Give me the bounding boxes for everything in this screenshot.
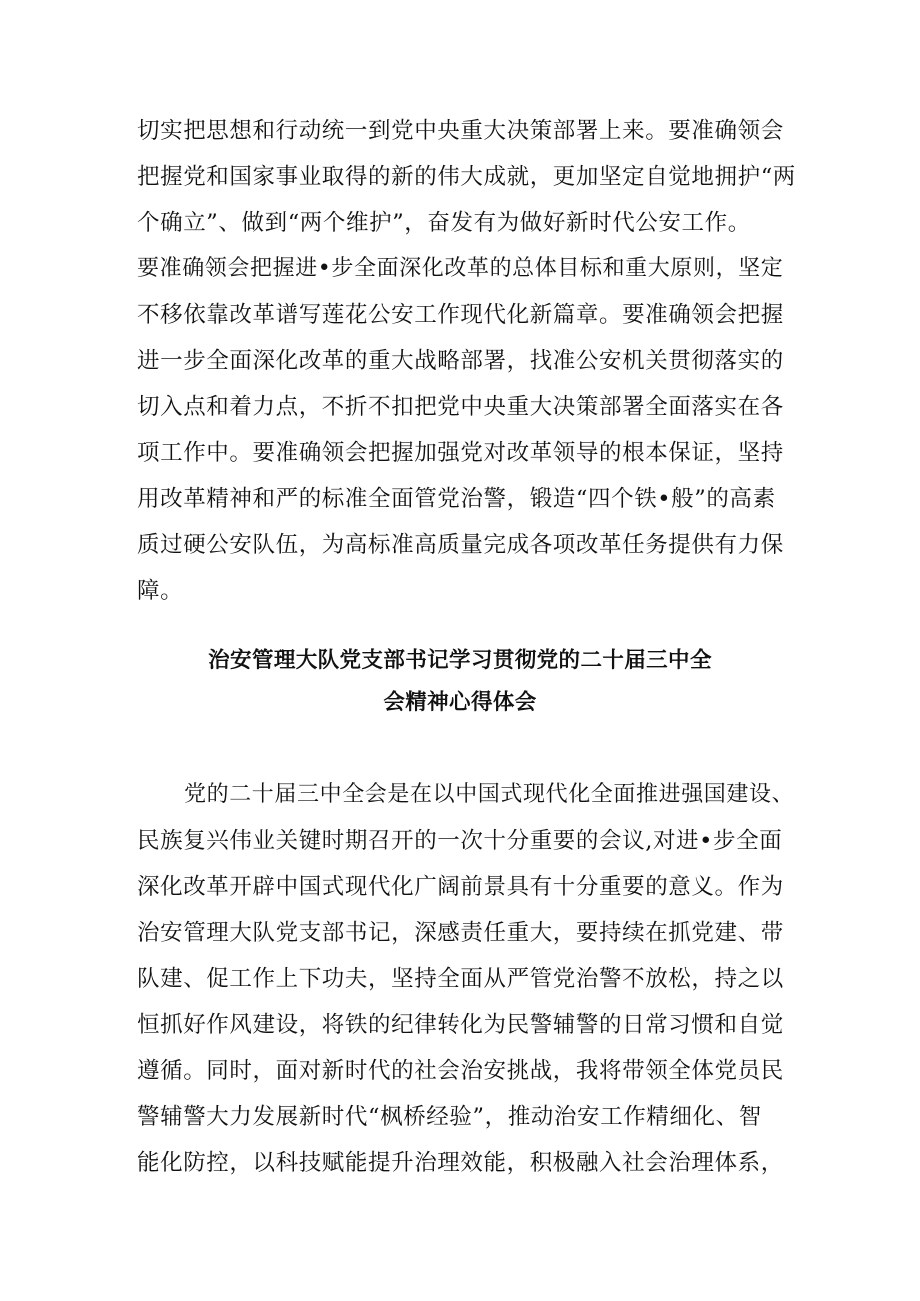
- paragraph-line: 质过硬公安队伍，为高标准高质量完成各项改革任务提供有力保: [137, 532, 784, 558]
- paragraph-line: 党的二十届三中全会是在以中国式现代化全面推进强国建设、: [184, 782, 795, 807]
- paragraph-line: 切实把思想和行动统一到党中央重大决策部署上来。要准确领会: [137, 118, 784, 144]
- paragraph-line: 切入点和着力点，不折不扣把党中央重大决策部署全面落实在各: [137, 394, 784, 420]
- paragraph-line: 把握党和国家事业取得的新的伟大成就，更加坚定自觉地拥护“两: [137, 164, 796, 190]
- paragraph-line: 个确立”、做到“两个维护”，奋发有为做好新时代公安工作。: [137, 210, 751, 236]
- paragraph-line: 进一步全面深化改革的重大战略部署，找准公安机关贯彻落实的: [137, 348, 784, 374]
- paragraph-line: 用改革精神和严的标准全面管党治警，锻造“四个铁•般”的高素: [137, 486, 776, 512]
- title-line: 会精神心得体会: [383, 690, 537, 715]
- paragraph-line: 能化防控，以科技赋能提升治理效能，积极融入社会治理体系，: [137, 1150, 784, 1176]
- paragraph-line: 队建、促工作上下功夫，坚持全面从严管党治警不放松，持之以: [137, 966, 784, 992]
- paragraph-line: 恒抓好作风建设，将铁的纪律转化为民警辅警的日常习惯和自觉: [137, 1012, 784, 1038]
- paragraph-line: 要准确领会把握进•步全面深化改革的总体目标和重大原则，坚定: [137, 256, 784, 281]
- paragraph-line: 警辅警大力发展新时代“枫桥经验”，推动治安工作精细化、智: [137, 1104, 762, 1130]
- title-line: 治安管理大队党支部书记学习贯彻党的二十届三中全: [208, 648, 712, 673]
- paragraph-line: 项工作中。要准确领会把握加强党对改革领导的根本保证，坚持: [137, 440, 784, 466]
- paragraph-line: 障。: [137, 578, 184, 604]
- paragraph-line: 治安管理大队党支部书记，深感责任重大，要持续在抓党建、带: [137, 920, 784, 946]
- paragraph-line: 民族复兴伟业关键时期召开的一次十分重要的会议,对进•步全面: [137, 828, 783, 854]
- paragraph-line: 遵循。同时，面对新时代的社会治安挑战，我将带领全体党员民: [137, 1058, 784, 1084]
- paragraph-line: 不移依靠改革谱写莲花公安工作现代化新篇章。要准确领会把握: [137, 302, 784, 328]
- paragraph-line: 深化改革开辟中国式现代化广阔前景具有十分重要的意义。作为: [137, 874, 784, 900]
